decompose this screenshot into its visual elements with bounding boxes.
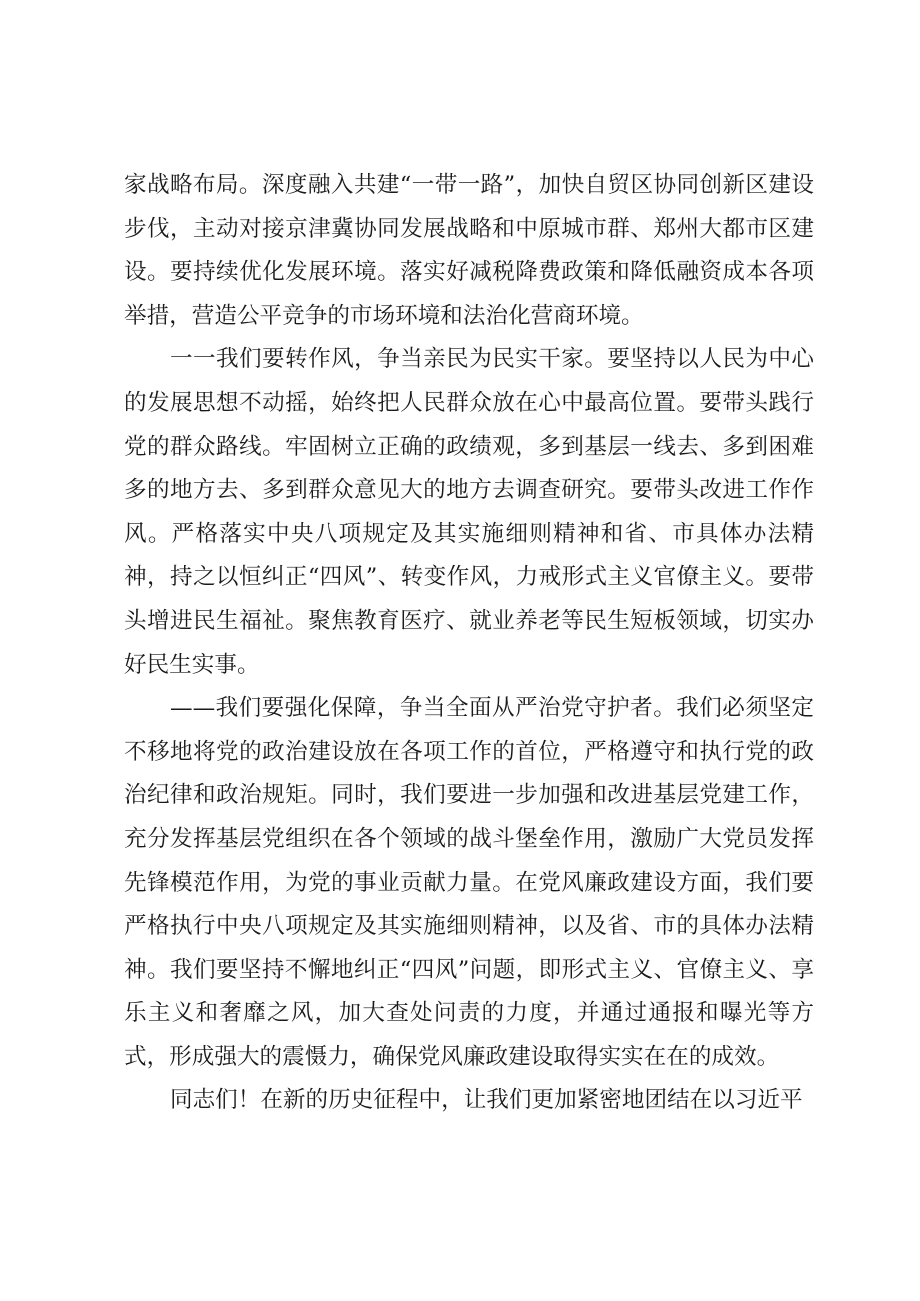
paragraph-closing: 同志们！在新的历史征程中，让我们更加紧密地团结在以习近平 bbox=[170, 1087, 803, 1114]
paragraph-work-style: 一一我们要转作风，争当亲民为民实干家。要坚持以人民为中心的发展思想不动摇，始终把人民群众放在心中最高位置。要带头践行党的群众路线。牢固树立正确的政绩观，多到基层一线去、多到困难多的地方去、多到群众意见大的地方去调查研究。要带头改进工作作风。严格落实中央八项规定及其实施细则精神和省、市具体办法精神，持之以恒纠正“四风”、转变作风，力戒形式主义官僚主义。要带头增进民生福祉。聚焦教育医疗、就业养老等民生短板领域，切实办好民生实事。 bbox=[124, 346, 814, 678]
paragraph-party-governance: ——我们要强化保障，争当全面从严治党守护者。我们必须坚定不移地将党的政治建设放在各项工作的首位，严格遵守和执行党的政治纪律和政治规矩。同时，我们要进一步加强和改进基层党建工作，充分发挥基层党组织在各个领域的战斗堡垒作用，激励广大党员发挥先锋模范作用，为党的事业贡献力量。在党风廉政建设方面，我们要严格执行中央八项规定及其实施细则精神，以及省、市的具体办法精神。我们要坚持不懈地纠正“四风”问题，即形式主义、官僚主义、享乐主义和奢靡之风，加大查处问责的力度，并通过通报和曝光等方式，形成强大的震慑力，确保党风廉政建设取得实实在在的成效。 bbox=[124, 695, 814, 1070]
document-body bbox=[124, 164, 814, 1123]
paragraph-continued: 家战略布局。深度融入共建“一带一路”，加快自贸区协同创新区建设步伐，主动对接京津冀协同发展战略和中原城市群、郑州大都市区建设。要持续优化发展环境。落实好减税降费政策和降低融资成本各项举措，营造公平竞争的市场环境和法治化营商环境。 bbox=[124, 172, 814, 329]
